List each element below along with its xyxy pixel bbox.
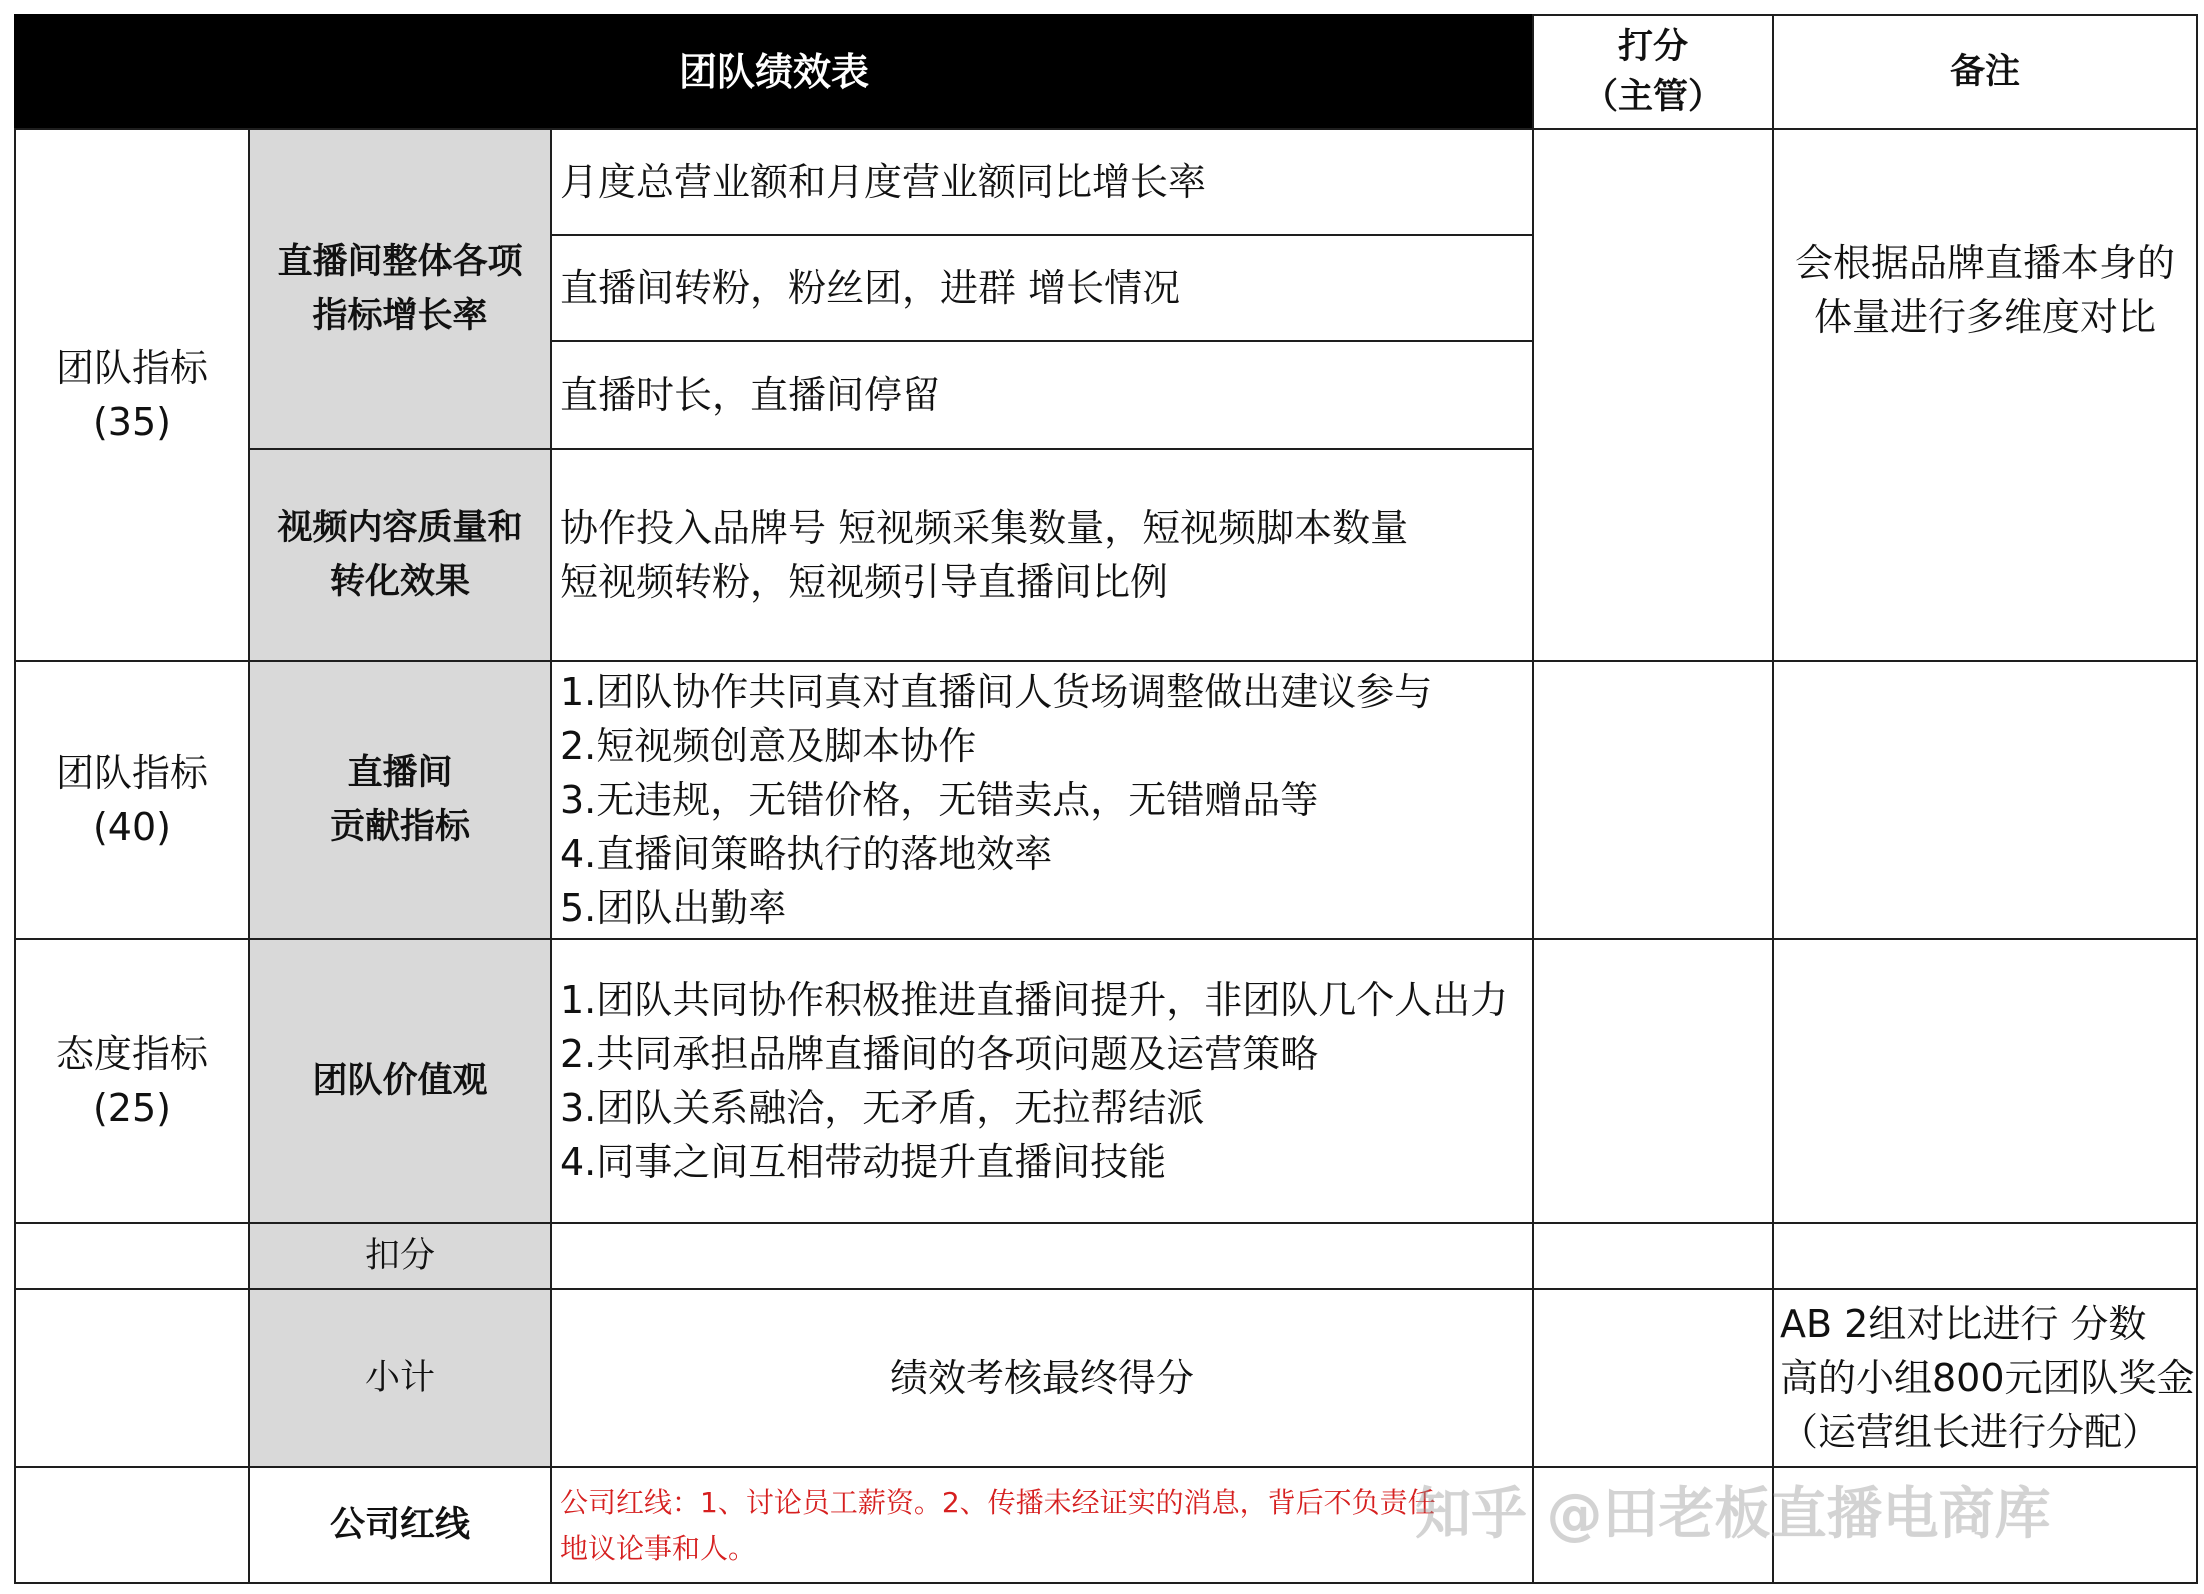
redline-label: 公司红线 (329, 1505, 470, 1545)
redline-content-cell (550, 1466, 1534, 1584)
score-cell (1532, 660, 1774, 940)
category-weight: (35) (92, 400, 171, 444)
indicator-list-cell (550, 660, 1534, 940)
redline-label-cell (248, 1466, 552, 1584)
score-header-line2: （主管） (1582, 77, 1723, 117)
indicator-line: 短视频转粉，短视频引导直播间比例 (560, 560, 1169, 604)
remark-cell (1772, 128, 2198, 662)
remark-line: （运营组长进行分配） (1780, 1410, 2161, 1454)
subcategory-title-line1: 视频内容质量和 (277, 508, 523, 548)
category-team-40 (14, 660, 250, 940)
indicator-line: 协作投入品牌号 短视频采集数量，短视频脚本数量 (560, 506, 1409, 550)
indicator-cell (550, 128, 1534, 236)
subtotal-label: 小计 (364, 1358, 435, 1398)
category-weight: (25) (92, 1086, 171, 1130)
remark-line: 高的小组800元团队奖金 (1780, 1356, 2195, 1400)
remark-line: AB 2组对比进行 分数 (1780, 1302, 2147, 1346)
redline-text-line2: 地议论事和人。 (560, 1532, 757, 1565)
subcategory-title-line1: 直播间整体各项 (277, 242, 523, 282)
indicator-line: 1.团队共同协作积极推进直播间提升，非团队几个人出力 (560, 978, 1509, 1022)
subtotal-content-cell (550, 1288, 1534, 1468)
empty-cell (14, 1466, 250, 1584)
indicator-cell (550, 340, 1534, 450)
indicator-line: 2.短视频创意及脚本协作 (560, 724, 977, 768)
score-cell (1532, 1288, 1774, 1468)
subcategory-title-line2: 指标增长率 (312, 296, 488, 336)
remark-cell (1772, 1222, 2198, 1290)
category-team-35 (14, 128, 250, 662)
score-cell (1532, 1222, 1774, 1290)
category-label: 态度指标 (55, 1032, 208, 1076)
score-cell (1532, 938, 1774, 1224)
remark-line2: 体量进行多维度对比 (1813, 295, 2156, 339)
indicator-line: 3.团队关系融洽，无矛盾，无拉帮结派 (560, 1086, 1205, 1130)
subcategory-title: 团队价值观 (312, 1061, 488, 1101)
remark-header-cell (1772, 14, 2198, 130)
subcategory-growth-rate (248, 128, 552, 450)
indicator-line: 2.共同承担品牌直播间的各项问题及运营策略 (560, 1032, 1319, 1076)
remark-header: 备注 (1949, 52, 2020, 92)
deduction-label: 扣分 (364, 1236, 435, 1276)
subcategory-title-line2: 转化效果 (329, 562, 470, 602)
indicator-line: 3.无违规，无错价格，无错卖点，无错赠品等 (560, 778, 1319, 822)
table-title: 团队绩效表 (678, 50, 869, 94)
indicator-text: 直播间转粉，粉丝团，进群 增长情况 (560, 266, 1181, 310)
category-label: 团队指标 (55, 751, 208, 795)
subcategory-video-quality (248, 448, 552, 662)
subtotal-content: 绩效考核最终得分 (889, 1356, 1194, 1400)
watermark: 知乎 @田老板直播电商库 (1415, 1482, 2051, 1547)
remark-line1: 会根据品牌直播本身的 (1794, 241, 2175, 285)
deduction-content-cell (550, 1222, 1534, 1290)
score-header-line1: 打分 (1617, 27, 1688, 67)
indicator-cell (550, 234, 1534, 342)
subcategory-title-line1: 直播间 (347, 753, 453, 793)
indicator-line: 1.团队协作共同真对直播间人货场调整做出建议参与 (560, 670, 1433, 714)
remark-cell (1772, 660, 2198, 940)
indicator-line: 4.同事之间互相带动提升直播间技能 (560, 1140, 1167, 1184)
redline-text-line1: 公司红线：1、讨论员工薪资。2、传播未经证实的消息，背后不负责任 (560, 1486, 1436, 1519)
empty-cell (14, 1222, 250, 1290)
indicator-text: 直播时长，直播间停留 (560, 373, 941, 417)
score-header-cell (1532, 14, 1774, 130)
category-attitude-25 (14, 938, 250, 1224)
indicator-text: 月度总营业额和月度营业额同比增长率 (560, 160, 1207, 204)
subtotal-remark-cell (1772, 1288, 2198, 1468)
category-label: 团队指标 (55, 346, 208, 390)
indicator-list-cell (550, 938, 1534, 1224)
score-cell (1532, 128, 1774, 662)
empty-cell (14, 1288, 250, 1468)
indicator-cell (550, 448, 1534, 662)
table-title-cell (14, 14, 1534, 130)
subcategory-team-values (248, 938, 552, 1224)
remark-cell (1772, 938, 2198, 1224)
indicator-line: 4.直播间策略执行的落地效率 (560, 832, 1053, 876)
subtotal-label-cell (248, 1288, 552, 1468)
subcategory-contribution (248, 660, 552, 940)
indicator-line: 5.团队出勤率 (560, 886, 787, 930)
category-weight: (40) (92, 805, 171, 849)
subcategory-title-line2: 贡献指标 (329, 807, 470, 847)
deduction-label-cell (248, 1222, 552, 1290)
